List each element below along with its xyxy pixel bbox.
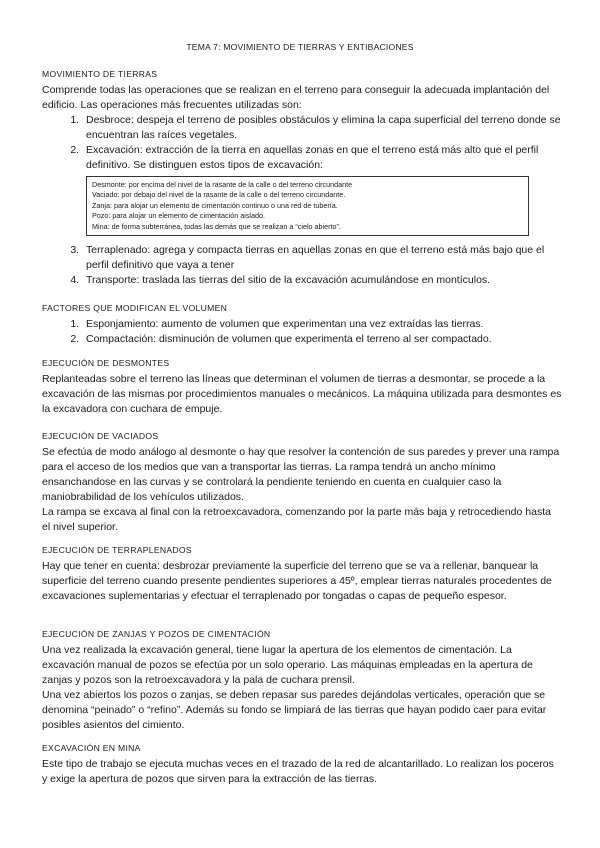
section-terraplenados (42, 545, 562, 604)
box-line: Zanja: para alojar un elemento de cimentación continuo o una red de tubería. (92, 200, 338, 210)
operations-list-continued (42, 243, 562, 288)
list-item: 2. Compactación: disminución de volumen que experimenta el terreno al ser compactado. (82, 332, 562, 347)
section-intro: Comprende todas las operaciones que se realizan en el terreno para conseguir la adecuada implantación del edificio. Las operaciones más frecuentes utilizadas son: (42, 84, 550, 111)
section-body: Una vez abiertos los pozos o zanjas, se deben repasar sus paredes dejándolas verticales, operación que se denomina “peinado” o “refino”. Además su fondo se limpiará de las tierras que hayan podido caer para evitar posibles asientos del cimiento. (42, 689, 547, 731)
box-line: Vaciado: por debajo del nivel de la rasante de la calle o del terreno circundante. (92, 190, 346, 200)
section-factores-volumen (42, 303, 562, 347)
section-body: Hay que tener en cuenta: desbrozar previamente la superficie del terreno que se va a rellenar, banquear la superficie del terreno cuando presente pendientes superiores a 45º, emplear tierras naturales procedentes de excavaciones suplementarias y efectuar el terraplenado por tongadas o capas de pequeño espesor. (42, 560, 552, 602)
section-body: Este tipo de trabajo se ejecuta muchas veces en el trazado de la red de alcantarillado. Lo realizan los poceros y exige la apertura de pozos que sirven para la extracción de las tierras. (42, 758, 554, 785)
list-item: 1. Desbroce: despeja el terreno de posibles obstáculos y elimina la capa superficial del terreno donde se encuentran las raíces vegetales. (82, 113, 562, 143)
page-title: TEMA 7: MOVIMIENTO DE TIERRAS Y ENTIBACIONES (186, 42, 414, 52)
section-heading: MOVIMIENTO DE TIERRAS (42, 69, 158, 79)
box-line: Mina: de forma subterránea, todas las demás que se realizan a “cielo abierto”. (92, 221, 341, 231)
section-body: Se efectúa de modo análogo al desmonte o hay que resolver la contención de sus paredes y prever una rampa para el acceso de los medios que van a transportar las tierras. La rampa tendrá un ancho mínimo ensanchandose en las curvas y se controlará la pendiente teniendo en cuenta en cualquier caso la maniobrabilidad de los vehículos utilizados. (42, 446, 560, 503)
section-movimiento-de-tierras (42, 69, 562, 288)
section-zanjas-pozos (42, 629, 562, 733)
section-heading: FACTORES QUE MODIFICAN EL VOLUMEN (42, 303, 228, 313)
operations-list (42, 113, 562, 173)
section-heading: EJECUCIÓN DE ZANJAS Y POZOS DE CIMENTACIÓN (42, 629, 271, 639)
section-vaciados (42, 431, 562, 535)
section-body: Una vez realizada la excavación general, tiene lugar la apertura de los elementos de cimentación. La excavación manual de pozos se efectúa por un solo operario. Las máquinas empleadas en la apertura de zanjas y pozos son la retroexcavadora y la pala de cuchara prensil. (42, 644, 533, 686)
list-item: 3. Terraplenado: agrega y compacta tierras en aquellas zonas en que el terreno está más bajo que el perfil definitivo que vaya a tener (82, 243, 562, 273)
section-body: La rampa se excava al final con la retroexcavadora, comenzando por la parte más baja y retrocediendo hasta el nivel superior. (42, 506, 551, 533)
section-desmontes (42, 358, 562, 417)
section-heading: EXCAVACIÓN EN MINA (42, 743, 141, 753)
list-item: 2. Excavación: extracción de la tierra en aquellas zonas en que el terreno está más alto que el perfil definitivo. Se distinguen estos tipos de excavación: (82, 143, 562, 173)
list-item: 4. Transporte: traslada las tierras del sitio de la excavación acumulándose en montículos. (82, 273, 562, 288)
section-heading: EJECUCIÓN DE DESMONTES (42, 358, 170, 368)
list-item: 1. Esponjamiento: aumento de volumen que experimentan una vez extraídas las tierras. (82, 317, 562, 332)
section-excavacion-mina (42, 743, 562, 787)
excavation-types-box (86, 176, 529, 236)
factors-list (42, 317, 562, 347)
box-line: Desmonte: por encima del nivel de la rasante de la calle o del terreno circundante (92, 180, 353, 189)
section-body: Replanteadas sobre el terreno las líneas que determinan el volumen de tierras a desmontar, se procede a la excavación de las mismas por procedimientos manuales o mecánicos. La máquina utilizada para desmontes es la excavadora con cuchara de empuje. (42, 373, 562, 415)
box-line: Pozo: para alojar un elemento de cimentación aislado. (92, 211, 266, 221)
section-heading: EJECUCIÓN DE TERRAPLENADOS (42, 545, 192, 555)
section-heading: EJECUCIÓN DE VACIADOS (42, 431, 159, 441)
